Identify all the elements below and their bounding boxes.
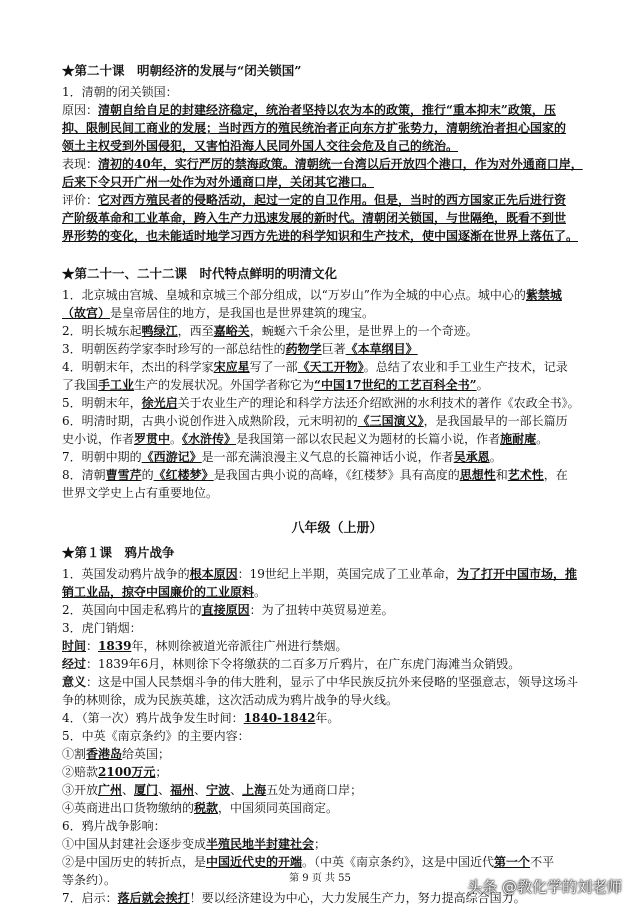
text: 。 bbox=[170, 432, 183, 446]
emphasis-text: 宋应星 bbox=[213, 360, 250, 374]
emphasis-text: 界形势的变化，也未能适时地学习西方先进的科学知识和生产技术，使中国逐渐在世界上落伍了。 bbox=[62, 229, 579, 243]
text: ：为了扭转中英贸易逆差。 bbox=[249, 603, 394, 617]
emphasis-text: 2100万元 bbox=[98, 765, 156, 779]
text: 1．英国发动鸦片战争的 bbox=[62, 567, 190, 581]
impact-item bbox=[62, 835, 612, 853]
culture-item bbox=[62, 430, 612, 448]
emphasis-text: 厦门 bbox=[134, 783, 159, 797]
label-evaluation: 评价： bbox=[62, 193, 99, 207]
text: 五处为通商口岸； bbox=[266, 783, 363, 797]
emphasis-text: 清朝自给自足的封建经济稳定，统治者坚持以农为本的政策，推行“重本抑末”政策，压 bbox=[98, 103, 556, 117]
treaty-item bbox=[62, 745, 612, 763]
culture-item bbox=[62, 394, 612, 412]
emphasis-text: 手工业 bbox=[98, 378, 135, 392]
impact-item: 等条约）。 bbox=[62, 873, 117, 887]
text: 史小说，作者 bbox=[62, 432, 135, 446]
text: ； bbox=[155, 765, 168, 779]
emphasis-text: 根本原因 bbox=[189, 567, 238, 581]
emphasis-text: “中国17世纪的工艺百科全书” bbox=[314, 378, 477, 392]
emphasis-text: 《红楼梦》 bbox=[153, 468, 214, 482]
culture-item bbox=[62, 448, 612, 466]
emphasis-text: （故宫） bbox=[62, 306, 111, 320]
text: 。总结了农业和手工业生产技术，记录 bbox=[363, 360, 568, 374]
grade-heading: 八年级（上册） bbox=[291, 521, 383, 536]
spacer bbox=[62, 502, 612, 516]
text: 的 bbox=[141, 468, 154, 482]
culture-item bbox=[62, 340, 612, 358]
text: ： bbox=[86, 639, 99, 653]
text: 是一部充满浪漫主义气息的长篇神话小说，作者 bbox=[201, 450, 454, 464]
text: 。 bbox=[476, 378, 489, 392]
text: 7．启示： bbox=[62, 891, 118, 905]
text: 是我国古典小说的高峰，《红楼梦》具有高度的 bbox=[213, 468, 460, 482]
opium-item: 3．虎门销烟： bbox=[62, 621, 142, 635]
emphasis-text: 销工业品，掠夺中国廉价的工业原料 bbox=[62, 585, 255, 599]
emphasis-text: 艺术性 bbox=[507, 468, 544, 482]
text: 是皇帝居住的地方，是我国也是世界建筑的瑰宝。 bbox=[110, 306, 375, 320]
watermark: 头条 @教化学的刘老师 bbox=[467, 878, 622, 896]
emphasis-text: 后来下令只开广州一处作为对外通商口岸，关闭其它港口。 bbox=[62, 175, 375, 189]
text: 、 bbox=[230, 783, 243, 797]
text: ②是中国历史的转折点，是 bbox=[62, 855, 207, 869]
text: 7．明朝中期的 bbox=[62, 450, 142, 464]
lesson1-title: ★第１课 鸦片战争 bbox=[62, 545, 175, 560]
text: 关于农业生产的理论和科学方法还介绍欧洲的水利技术的著作《农政全书》。 bbox=[177, 396, 580, 410]
label-significance: 意义 bbox=[62, 675, 87, 689]
culture-item: 世界文学史上占有重要地位。 bbox=[62, 486, 219, 500]
text: 和 bbox=[495, 468, 508, 482]
lesson20-line bbox=[62, 191, 612, 209]
text: ：1839年6月，林则徐下令将缴获的二百多万斤鸦片，在广东虎门海滩当众销毁。 bbox=[86, 657, 521, 671]
emphasis-text: 药物学 bbox=[285, 342, 322, 356]
text: 1．北京城由宫城、皇城和京城三个部分组成，以“万岁山”作为全城的中心点。城中心的 bbox=[62, 288, 526, 302]
emphasis-text: 鸭绿江 bbox=[141, 324, 178, 338]
emphasis-text: 为了打开中国市场，推 bbox=[456, 567, 577, 581]
emphasis-text: 1840-1842 bbox=[243, 711, 316, 725]
treaty-item bbox=[62, 763, 612, 781]
text: 年。 bbox=[315, 711, 340, 725]
text: ，西至 bbox=[177, 324, 214, 338]
document-page bbox=[62, 62, 612, 907]
emphasis-text: 中国近代史的开端 bbox=[206, 855, 303, 869]
emphasis-text: 第一个 bbox=[494, 855, 531, 869]
label-process: 经过 bbox=[62, 657, 87, 671]
text: 年，林则徐被道光帝派往广州进行禁烟。 bbox=[131, 639, 348, 653]
opium-item: 6．鸦片战争影响： bbox=[62, 819, 166, 833]
text: ； bbox=[314, 837, 327, 851]
text: ①中国从封建社会逐步变成 bbox=[62, 837, 207, 851]
culture-item bbox=[62, 322, 612, 340]
text: 写了一部 bbox=[249, 360, 298, 374]
label-time: 时间 bbox=[62, 639, 87, 653]
text: 是我国第一部以农民起义为题材的长篇小说，作者 bbox=[236, 432, 501, 446]
emphasis-text: 直接原因 bbox=[201, 603, 250, 617]
text: ④英商进出口货物缴纳的 bbox=[62, 801, 195, 815]
lesson20-line bbox=[62, 155, 612, 173]
opium-item bbox=[62, 709, 612, 727]
text: ！要以经济建设为中心，大力发展生产力，努力提高综合国力。 bbox=[189, 891, 526, 905]
label-reason: 原因： bbox=[62, 103, 99, 117]
emphasis-text: 紫禁城 bbox=[525, 288, 562, 302]
text: 、 bbox=[194, 783, 207, 797]
text: ②赔款 bbox=[62, 765, 99, 779]
text: 给英国； bbox=[122, 747, 171, 761]
opium-item: 争的林则徐，成为民族英雄，这次活动成为鸦片战争的导火线。 bbox=[62, 693, 399, 707]
emphasis-text: 抑、限制民间工商业的发展；当时西方的殖民统治者正向东方扩张势力，清朝统治者担心国家的 bbox=[62, 121, 567, 135]
emphasis-text: 《天工开物》 bbox=[297, 360, 364, 374]
opium-item bbox=[62, 673, 612, 691]
text: ，是我国最早的一部长篇历 bbox=[423, 414, 568, 428]
lesson20-line: 1．清朝的闭关锁国： bbox=[62, 85, 178, 99]
emphasis-text: 清初的40年，实行严厉的禁海政策。清朝统一台湾以后开放四个港口，作为对外通商口岸， bbox=[98, 157, 583, 171]
text: 巨著 bbox=[321, 342, 346, 356]
emphasis-text: 施耐庵 bbox=[500, 432, 537, 446]
opium-item bbox=[62, 583, 612, 601]
opium-item bbox=[62, 601, 612, 619]
text: 。 bbox=[489, 450, 502, 464]
emphasis-text: 吴承恩 bbox=[453, 450, 490, 464]
text: 。 bbox=[254, 585, 267, 599]
emphasis-text: 嘉峪关 bbox=[213, 324, 250, 338]
text: ，中国须同英国商定。 bbox=[218, 801, 339, 815]
emphasis-text: 1839 bbox=[98, 639, 132, 653]
culture-item bbox=[62, 466, 612, 484]
spacer bbox=[62, 245, 612, 265]
emphasis-text: 广州 bbox=[98, 783, 123, 797]
text: 。 bbox=[536, 432, 549, 446]
culture-item bbox=[62, 412, 612, 430]
text: 。（中英《南京条约》，这是中国近代 bbox=[302, 855, 495, 869]
opium-item bbox=[62, 655, 612, 673]
opium-item bbox=[62, 637, 612, 655]
text: 3．明朝医药学家李时珍写的一部总结性的 bbox=[62, 342, 286, 356]
emphasis-text: 《水浒传》 bbox=[182, 432, 237, 446]
text: ①割 bbox=[62, 747, 87, 761]
culture-item bbox=[62, 304, 612, 322]
emphasis-text: 《三国演义》 bbox=[357, 414, 424, 428]
emphasis-text: 税款 bbox=[194, 801, 219, 815]
emphasis-text: 曹雪芹 bbox=[105, 468, 142, 482]
text: 4．明朝末年，杰出的科学家 bbox=[62, 360, 214, 374]
text: ，在 bbox=[543, 468, 568, 482]
text: 8．清朝 bbox=[62, 468, 106, 482]
emphasis-text: 领土主权受到外国侵犯，又害怕沿海人民同外国人交往会危及自己的统治。 bbox=[62, 139, 459, 153]
emphasis-text: 《本草纲目》 bbox=[345, 342, 418, 356]
emphasis-text: 宁波 bbox=[206, 783, 231, 797]
emphasis-text: 上海 bbox=[242, 783, 267, 797]
text: 不平 bbox=[530, 855, 555, 869]
text: ：19世纪上半期，英国完成了工业革命， bbox=[237, 567, 457, 581]
text: ③开放 bbox=[62, 783, 99, 797]
text: 5．明朝末年， bbox=[62, 396, 142, 410]
emphasis-text: 落后就会挨打 bbox=[117, 891, 190, 905]
emphasis-text: 半殖民地半封建社会 bbox=[206, 837, 315, 851]
page-number: 第 9 页 共 55 bbox=[289, 873, 351, 884]
emphasis-text: 徐光启 bbox=[141, 396, 178, 410]
text: 6．明清时期，古典小说创作进入成熟阶段，元末明初的 bbox=[62, 414, 358, 428]
emphasis-text: 产阶级革命和工业革命，跨入生产力迅速发展的新时代。清朝闭关锁国，与世隔绝，既看不到世 bbox=[62, 211, 567, 225]
label-performance: 表现： bbox=[62, 157, 99, 171]
lesson20-line bbox=[62, 101, 612, 119]
opium-item bbox=[62, 565, 612, 583]
culture-item bbox=[62, 376, 612, 394]
culture-item bbox=[62, 358, 612, 376]
culture-item bbox=[62, 286, 612, 304]
text: 2．明长城东起 bbox=[62, 324, 142, 338]
text: 4．（第一次）鸦片战争发生时间： bbox=[62, 711, 244, 725]
lesson20-title: ★第二十课 明朝经济的发展与“闭关锁国” bbox=[62, 63, 302, 78]
text: 、 bbox=[122, 783, 135, 797]
emphasis-text: 思想性 bbox=[459, 468, 496, 482]
text: ，蜿蜒六千余公里，是世界上的一个奇迹。 bbox=[249, 324, 478, 338]
emphasis-text: 香港岛 bbox=[86, 747, 123, 761]
emphasis-text: 罗贯中 bbox=[134, 432, 171, 446]
opium-item: 5．中英《南京条约》的主要内容： bbox=[62, 729, 250, 743]
lesson21-title: ★第二十一、二十二课 时代特点鲜明的明清文化 bbox=[62, 266, 338, 281]
text: 2．英国向中国走私鸦片的 bbox=[62, 603, 202, 617]
text: 生产的发展状况。外国学者称它为 bbox=[134, 378, 315, 392]
text: 了我国 bbox=[62, 378, 99, 392]
text: 、 bbox=[158, 783, 171, 797]
text: ：这是中国人民禁烟斗争的伟大胜利，显示了中华民族反抗外来侵略的坚强意志，领导这场斗 bbox=[86, 675, 579, 689]
treaty-item bbox=[62, 781, 612, 799]
treaty-item bbox=[62, 799, 612, 817]
emphasis-text: 它对西方殖民者的侵略活动，起过一定的自卫作用。但是，当时的西方国家正先后进行资 bbox=[98, 193, 567, 207]
emphasis-text: 福州 bbox=[170, 783, 195, 797]
emphasis-text: 《西游记》 bbox=[141, 450, 202, 464]
